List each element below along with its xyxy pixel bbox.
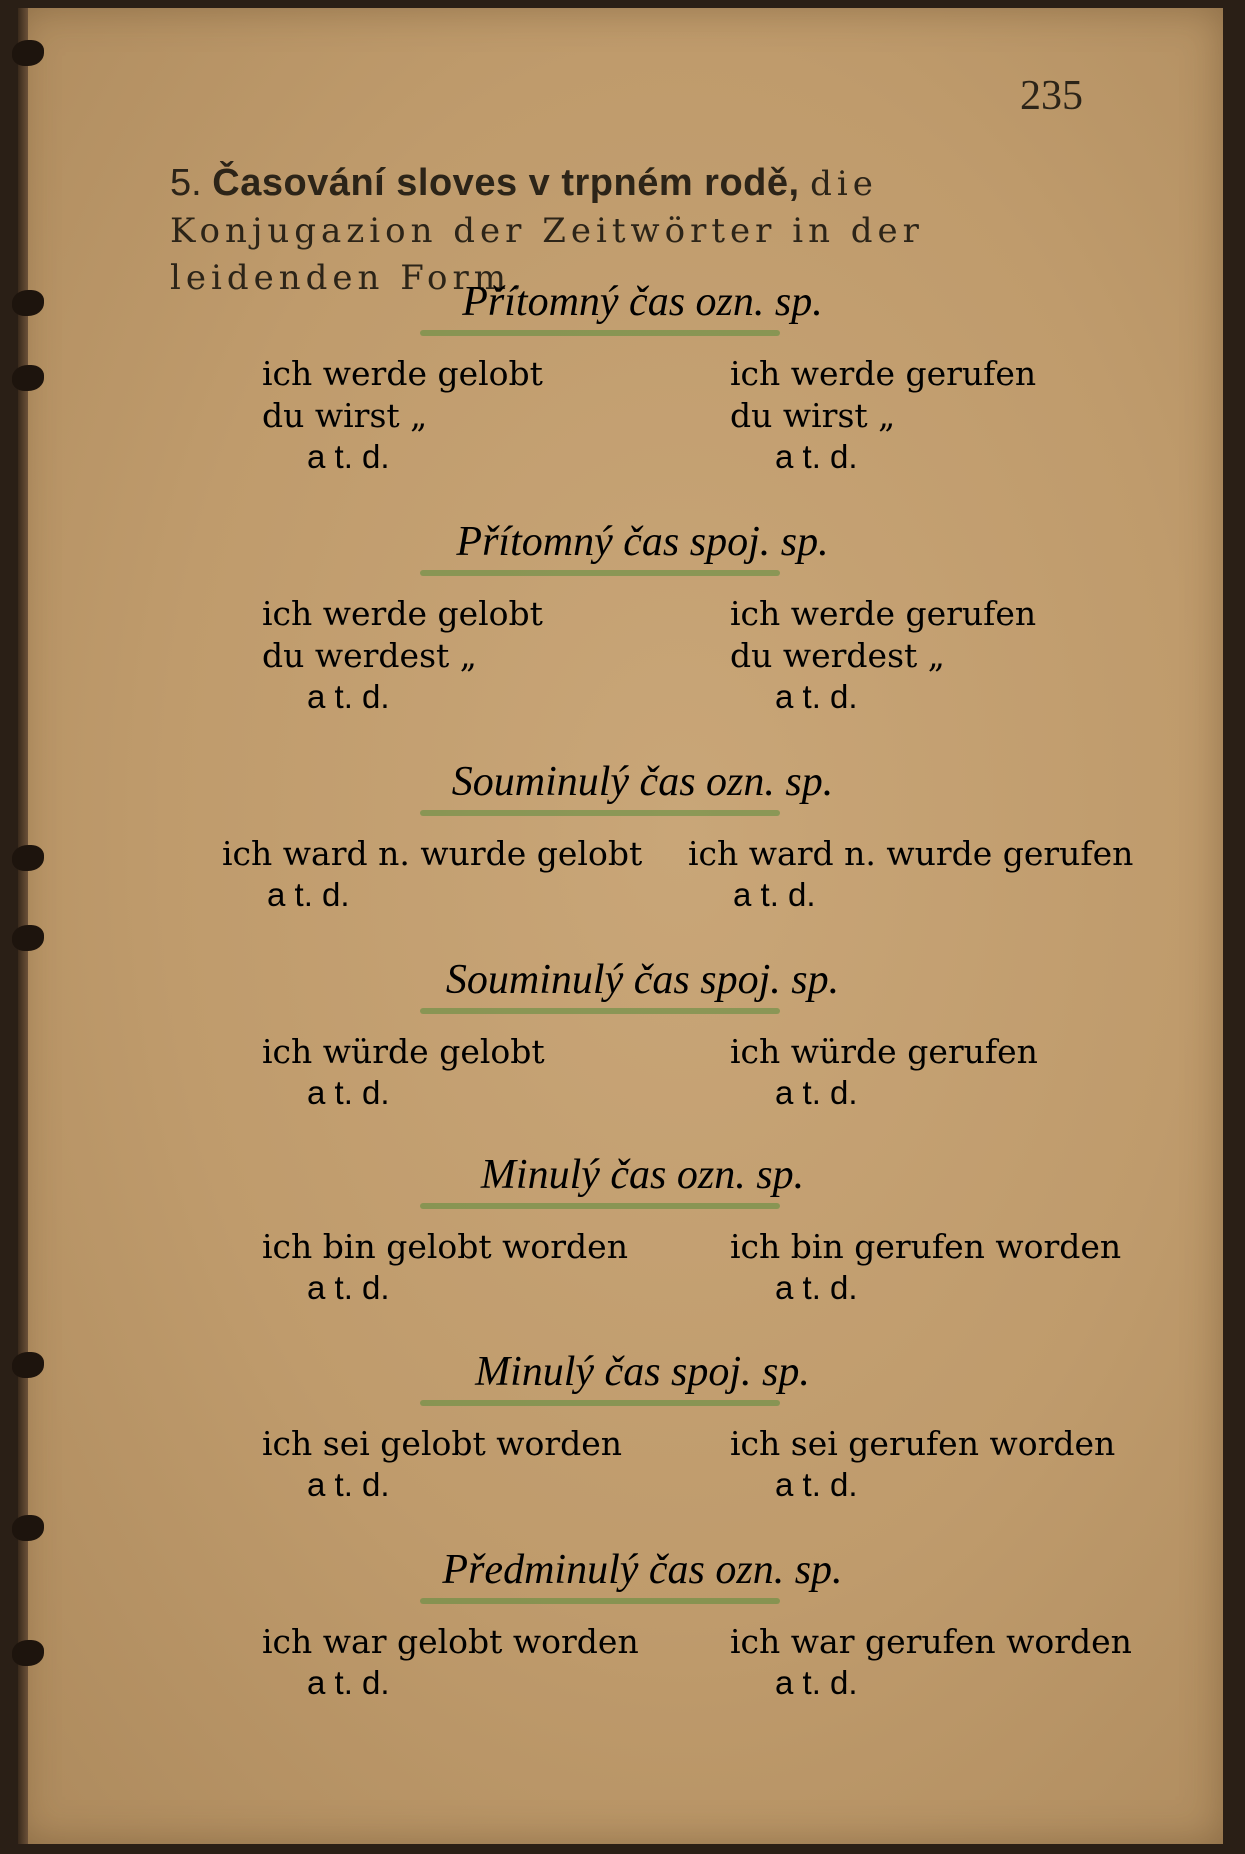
left-conjugation-line: ich war gelobt worden (262, 1622, 639, 1661)
green-underline-mark (420, 810, 780, 816)
left-conjugation-line: ich werde gelobt (262, 594, 543, 633)
right-conjugation-line: ich würde gerufen (730, 1032, 1038, 1071)
section-title: Přítomný čas spoj. sp. (456, 519, 829, 565)
binding-hole (12, 845, 44, 871)
right-conjugation-line: ich werde gerufen (730, 594, 1037, 633)
left-etc-line: a t. d. (307, 1074, 390, 1111)
left-etc-line: a t. d. (307, 678, 390, 715)
right-conjugation-line: du werdest „ (730, 636, 945, 675)
left-conjugation-line: ich sei gelobt worden (262, 1424, 623, 1463)
green-underline-mark (420, 1203, 780, 1209)
right-etc-line: a t. d. (775, 678, 858, 715)
right-etc-line: a t. d. (775, 1466, 858, 1503)
left-etc-line: a t. d. (307, 1269, 390, 1306)
left-etc-line: a t. d. (307, 1466, 390, 1503)
right-etc-line: a t. d. (775, 438, 858, 475)
right-conjugation-line: ich ward n. wurde gerufen (688, 834, 1134, 873)
binding-hole (12, 40, 44, 66)
right-conjugation-line: ich war gerufen worden (730, 1622, 1132, 1661)
section-title: Minulý čas ozn. sp. (480, 1152, 805, 1198)
right-conjugation-line: ich werde gerufen (730, 354, 1037, 393)
right-conjugation-line: ich sei gerufen worden (730, 1424, 1116, 1463)
right-etc-line: a t. d. (733, 876, 816, 913)
left-conjugation-line: ich bin gelobt worden (262, 1227, 628, 1266)
left-etc-line: a t. d. (307, 438, 390, 475)
section-title: Minulý čas spoj. sp. (475, 1349, 810, 1395)
binding-hole (12, 925, 44, 951)
left-conjugation-line: ich würde gelobt (262, 1032, 545, 1071)
left-etc-line: a t. d. (267, 876, 350, 913)
binding-hole (12, 1515, 44, 1541)
binding-hole (12, 365, 44, 391)
right-etc-line: a t. d. (775, 1664, 858, 1701)
right-etc-line: a t. d. (775, 1074, 858, 1111)
section-title: Přítomný čas ozn. sp. (462, 279, 823, 325)
left-conjugation-line: ich werde gelobt (262, 354, 543, 393)
left-conjugation-line: du werdest „ (262, 636, 477, 675)
heading-number: 5. (170, 162, 202, 204)
section-title: Předminulý čas ozn. sp. (442, 1547, 843, 1593)
left-conjugation-line: du wirst „ (262, 396, 428, 435)
green-underline-mark (420, 570, 780, 576)
right-etc-line: a t. d. (775, 1269, 858, 1306)
section-title: Souminulý čas ozn. sp. (451, 759, 834, 805)
green-underline-mark (420, 1598, 780, 1604)
green-underline-mark (420, 1008, 780, 1014)
green-underline-mark (420, 330, 780, 336)
left-etc-line: a t. d. (307, 1664, 390, 1701)
green-underline-mark (420, 1400, 780, 1406)
left-conjugation-line: ich ward n. wurde gelobt (222, 834, 643, 873)
section-title: Souminulý čas spoj. sp. (445, 957, 840, 1003)
right-conjugation-line: du wirst „ (730, 396, 896, 435)
right-conjugation-line: ich bin gerufen worden (730, 1227, 1122, 1266)
binding-hole (12, 1640, 44, 1666)
heading-czech-title: Časování sloves v trpném rodě, (212, 162, 800, 204)
page-number: 235 (1020, 73, 1083, 119)
heading-german-title: die Konjugazion der Zeitwörter in der leidenden Form. (170, 164, 924, 298)
